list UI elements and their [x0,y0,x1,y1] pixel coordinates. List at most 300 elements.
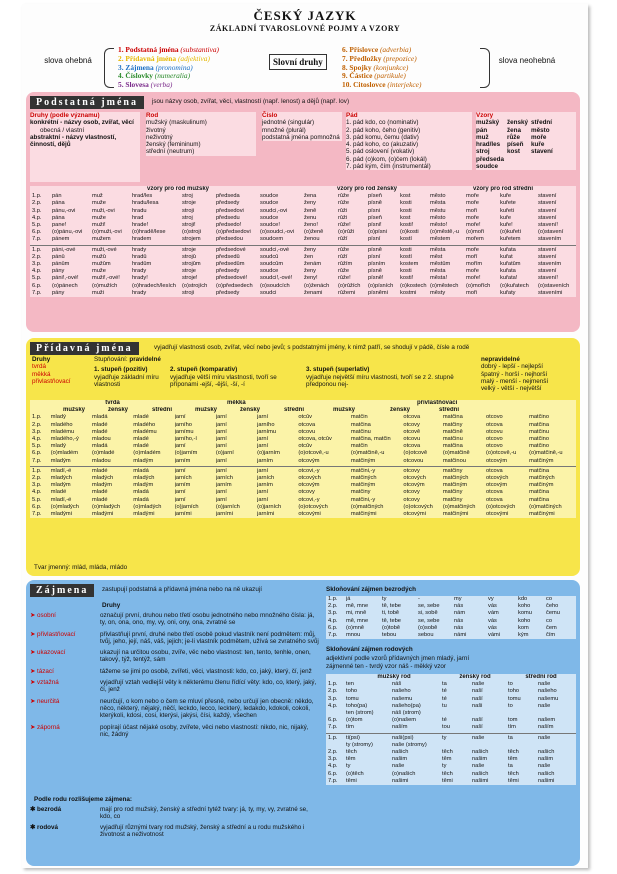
table-cell: soudce! [260,222,280,229]
table-cell: matčino [529,436,550,443]
table-cell: otcově [403,428,421,435]
table-cell: páni,-ové [52,246,76,253]
table-cell: vás [488,617,497,624]
table-cell: mužů [92,253,106,260]
table-cell: soudce [260,214,279,221]
table-cell: ženou [304,236,320,243]
declension-row [30,261,576,268]
table-cell: těch [442,770,453,777]
table-cell: tomu [346,695,359,702]
pattern-masc: muž [476,133,489,141]
table-cell: 1.p. [32,246,42,253]
table-cell: 2.p. [32,475,42,482]
table-cell: mořem [466,236,484,243]
reference-sheet [22,4,588,868]
table-cell: soudců [260,253,279,260]
table-cell: mužem [92,236,111,243]
table-cell: našemu [392,695,413,702]
table-cell: muži!,-ové! [92,275,120,282]
table-cell: otcovo [485,443,503,450]
nouns-patterns [476,112,576,170]
table-cell: my [454,596,462,602]
section-divider [30,466,576,467]
table-cell: našim [392,756,408,763]
genderless-decl-table [326,596,576,639]
table-cell: naši [472,702,483,709]
table-cell [508,742,538,749]
gender-decl-title: Skloňování zájmen rodových [326,646,413,653]
table-cell [472,742,508,749]
regular-label: pravidelné [129,356,161,363]
declension-row [326,703,576,710]
table-cell: ženám [304,261,322,268]
table-cell: stroj [182,193,193,200]
column-header: ženský rod [459,674,491,680]
word-class-name: 4. Číslovky [118,71,153,81]
table-cell: (o)otcově,-u [485,450,517,457]
table-cell: těch [508,770,519,777]
table-cell: hradu [132,207,147,214]
section-divider [326,733,576,734]
table-cell: písni! [368,222,382,229]
table-cell: moři [466,207,478,214]
table-cell: mnou [346,632,361,639]
adj-types-heading: Druhy [32,356,51,363]
table-cell: pánům [52,261,70,268]
table-cell: otcovým [485,457,508,464]
table-cell: mladí,-é [50,496,72,503]
declension-row [326,749,576,756]
table-cell: (o)otcových [403,503,433,510]
table-cell: otcovy [403,489,420,496]
table-cell: písní [368,236,381,243]
declension-row [326,771,576,778]
table-cell: těm [346,756,356,763]
page-subtitle: ZÁKLADNÍ TVAROSLOVNÉ POJMY A VZORY [209,24,401,33]
pattern-masc: hrad/les [476,141,501,149]
declension-row [326,618,576,625]
table-cell: soudce [260,200,279,207]
nouns-gender [146,112,256,156]
table-cell: jarním [215,482,232,489]
table-cell: tím [346,724,354,731]
word-class-latin: (prepozice) [381,53,417,63]
table-cell: (o)matčiných [442,503,476,510]
pronominal-note: zájmenné ten - tvrdý vzor náš - měkký vzor [326,663,447,670]
pronoun-type-name: ➤ ukazovací [30,649,66,657]
table-cell: soudci,-ovi [260,207,288,214]
word-class-latin: (substantiva) [178,45,220,54]
genderless-decl-title: Skloňování zájmen bezrodých [326,586,416,593]
table-cell: ženy [304,200,317,207]
degree-2-desc: vyjadřuje větší míru vlastnosti, tvoří se příponami -ejší, -ější, -ší, -í [170,373,277,388]
table-cell: tě, tebe [382,603,401,610]
table-cell: jarní [174,414,186,421]
table-cell [538,742,574,749]
declension-row [30,443,576,450]
table-cell: otcovo [485,436,503,443]
word-class-latin: (adverbia) [378,45,412,54]
case-item: 7. pád kým, čím (instrumentál) [346,163,431,171]
table-cell: 6.p. [32,450,42,457]
table-cell: matčiny [442,467,463,474]
table-cell: matčiny [442,496,463,503]
table-cell: mladá [133,467,149,474]
table-cell: mladým [92,482,112,489]
table-cell: tu [442,702,447,709]
nouns-types-heading: Druhy (podle významu) [30,112,100,119]
table-cell: město [430,193,446,200]
table-cell: kuře! [500,222,513,229]
case-item: 3. pád komu, čemu (dativ) [346,133,419,141]
table-cell: jarními [215,511,233,518]
table-cell: 4.p. [32,268,42,275]
table-cell: staveními [538,289,563,296]
table-cell: hrad [132,214,144,221]
table-cell [472,710,508,717]
number-item: jednotné (singulár) [262,119,315,127]
table-cell: naším [538,724,554,731]
table-cell: kdo [518,596,528,602]
table-cell: jarních [215,475,233,482]
table-cell: (o)matčiných [529,503,562,510]
declension-row [326,724,576,731]
table-cell: koho [518,617,531,624]
table-cell [326,742,346,749]
table-cell: pánu,-ovi [52,207,76,214]
table-cell: vás [488,624,497,631]
pronoun-type [30,612,320,627]
pronoun-type-desc: přivlastňují první, druhé nebo třetí osobě pokud vlastník není podmětem: můj, tvůj, jeho, její, náš, váš, jejich; je-li vlastník podmětem, užívá se zvratného svůj [100,630,319,645]
column-header: ženský [239,407,260,414]
table-cell: stavením [538,261,562,268]
number-heading: Číslo [262,112,278,119]
table-cell: mladými [133,511,155,518]
table-cell: mladé [92,467,108,474]
pattern-neut: moře [531,133,547,141]
table-cell: moři [466,289,478,296]
table-cell: kuřata! [500,275,518,282]
table-cell: matčiným [350,482,376,489]
abstract-item: abstraktní - názvy vlastností, činností, dějů [30,133,117,149]
table-cell: 5.p. [32,275,42,282]
column-header [30,186,52,193]
table-cell: (o)ženách [304,282,330,289]
table-cell: mladí,-é [50,467,72,474]
column-header: střední rod [525,674,557,680]
table-cell: otcovu [298,428,316,435]
case-item: 2. pád koho, čeho (genitiv) [346,126,421,134]
table-cell: naším [392,724,408,731]
inflected-list [118,46,219,90]
table-cell: 6.p. [328,770,338,777]
table-cell: jarní [257,443,269,450]
table-cell: muži [92,289,105,296]
table-cell: (o)matčiných [350,503,384,510]
table-cell: ženu [304,214,317,221]
table-cell: růže! [338,275,351,282]
declension-row [30,236,576,243]
table-cell: naše [538,763,551,770]
column-header: mužský [194,407,217,414]
table-cell: mužům [92,261,111,268]
table-cell: kostí [400,236,413,243]
table-cell: (o)hradě/lese [132,229,166,236]
table-cell: (o)mladém [50,450,78,457]
section-divider [30,245,576,246]
table-cell: (o)soudcích [260,282,290,289]
table-cell: tou [442,724,450,731]
table-cell: kost [400,214,411,221]
column-header: vzory pro rod mužský [146,186,209,192]
table-cell: 2.p. [32,200,42,207]
table-cell: hrady! [132,275,148,282]
table-cell: ta [442,681,447,688]
table-cell: otcových [403,475,426,482]
table-cell: ta [508,734,513,741]
nouns-desc: jsou názvy osob, zvířat, věcí, vlastností (např. lenost) a dějů (např. lov) [152,98,350,105]
pronoun-type [30,668,320,675]
adj-type-item: přivlastňovací [32,377,71,385]
declension-row [30,247,576,254]
table-cell: muži,-ové [92,246,117,253]
table-cell: otcova [485,467,503,474]
table-cell: 1.p. [32,414,42,421]
table-cell: ženy [304,268,317,275]
table-cell: (o)předsedovi [216,229,251,236]
table-cell: růže [338,193,350,200]
table-cell: kosti [400,268,412,275]
degree-2: 2. stupeň (komparativ) [170,366,238,374]
table-cell: soudcem [260,236,284,243]
column-header: vzory pro rod střední [472,186,533,192]
table-cell: vy [488,596,494,602]
table-cell: naše [472,763,485,770]
table-cell: naší [472,695,483,702]
table-cell: našim [538,756,554,763]
nouns-title: Podstatná jména [30,96,144,109]
table-cell: 3.p. [328,756,338,763]
table-cell: mladému [133,428,157,435]
table-cell: mladé [92,496,108,503]
table-cell [442,710,472,717]
table-cell: strojům [182,261,201,268]
table-cell: ty (stromy) [346,741,373,748]
case-item: 4. pád koho, co (akuzativ) [346,141,419,149]
table-cell: našeho [538,688,557,695]
table-cell: jarní [174,443,186,450]
table-cell: stroji [182,289,195,296]
table-cell: otcovým [403,482,425,489]
declension-row [30,450,576,457]
table-cell: naše [472,681,485,688]
table-cell: (o)těch [346,770,364,777]
table-cell: (o)jarních [215,503,240,510]
table-cell: otcovými [485,511,509,518]
word-class-name: 7. Předložky [342,53,382,63]
table-cell: (o)mladých [133,503,162,510]
table-cell: (o)moři [466,229,485,236]
declension-row [326,603,576,610]
table-cell: co [546,617,553,624]
table-cell: mladým [133,482,154,489]
table-cell: otcovými [403,511,426,518]
table-cell: jarního,-í [174,436,198,443]
table-cell: to [508,681,513,688]
column-header: střední [151,407,172,414]
declension-row [30,504,576,511]
column-header: mužský [62,407,85,414]
table-cell: našimi [472,777,489,784]
word-class-item [118,81,219,90]
pronoun-gender-name: ✱ bezrodá [30,806,62,813]
table-cell: žena [304,193,317,200]
table-cell: ty [346,763,351,770]
pronoun-type-name: ➤ osobní [30,612,56,619]
table-cell: kuřeti [500,207,514,214]
table-cell: soudcům [260,261,284,268]
nouns-number [262,112,342,141]
pattern-neut: stavení [531,148,553,156]
table-cell: mladé [92,428,108,435]
table-cell: tím [508,724,516,731]
word-class-name: 10. Citoslovce [342,80,386,90]
table-cell: těm [442,756,452,763]
declension-row [326,742,576,749]
column-header: ženský [389,407,410,414]
table-cell: mladá [92,414,108,421]
table-cell: růžemi [338,289,356,296]
table-cell: námi [454,632,467,639]
table-cell: kuřaty [500,289,516,296]
table-cell: našich [472,770,489,777]
header-row [30,186,576,193]
table-cell: vám [488,610,499,617]
adjectival-note: adjektivní podle vzorů přídavných jmen mladý, jarní [326,655,470,662]
table-cell: pánů [52,253,65,260]
table-cell: matčiny [350,489,371,496]
pronoun-type [30,724,320,739]
table-cell: města [430,200,446,207]
pronoun-type-name: ➤ neurčitá [30,697,60,705]
pattern-masc: pán [476,126,488,134]
table-cell: jarní [257,496,269,503]
table-cell: 4.p. [328,617,338,624]
table-cell: růží [338,236,348,243]
table-cell: toho [346,688,358,695]
table-cell: otcovo [485,414,503,421]
pattern-fem: žena [507,126,521,134]
table-cell: (o)růži [338,229,355,236]
table-cell: té [442,717,447,724]
table-cell: jarní [257,414,269,421]
table-cell: muže [92,268,106,275]
table-cell: jarní [257,467,269,474]
table-cell: otcova, otcův [298,436,332,443]
table-cell: páni!,-ové! [52,275,79,282]
adj-comparison [94,356,474,388]
table-cell: kostem [400,261,419,268]
pronoun-type-name: ➤ přivlastňovací [30,630,76,638]
concrete-item: konkrétní - názvy osob, zvířat, věcí [30,119,134,127]
declension-row [30,468,576,475]
table-cell: růže [338,200,350,207]
table-cell: naše [538,734,551,741]
pronoun-type-desc: popírají účast nějaké osoby, zvířete, věci nebo vlastnosti: nikdo, nic, nijaký, nic, žádný [100,723,309,738]
table-cell: růží [338,253,348,260]
gender-split-label: Podle rodu rozlišujeme zájmena: [34,796,132,803]
table-cell: jarní [215,489,227,496]
declension-row [30,208,576,215]
table-cell: stavení [538,207,557,214]
table-cell: otcova [403,414,421,421]
inflected-label: slova ohebná [44,56,92,65]
table-cell: strojů [182,253,196,260]
table-cell: matčina [529,496,550,503]
declension-row [30,482,576,489]
table-cell: 2.p. [32,421,42,428]
table-cell: našemu [538,695,559,702]
table-cell: 4.p. [32,214,42,221]
table-cell: mě, mne [346,617,369,624]
table-cell: našem [538,717,556,724]
table-cell: moře [466,268,479,275]
table-cell: otcovi,-y [298,496,320,503]
column-header: mužský [332,407,355,414]
table-cell: matčinu [442,436,463,443]
table-cell: 6.p. [32,503,42,510]
declension-row [30,414,576,421]
table-cell: mladé [92,489,108,496]
table-cell: ty [382,596,387,602]
table-cell: 2.p. [328,603,338,610]
table-cell: (o)městech [430,282,459,289]
pronouns-title: Zájmena [30,584,94,597]
table-cell: růže [338,268,350,275]
table-cell: pány [52,289,65,296]
table-cell: mladými [50,511,72,518]
table-cell: předsedu [216,214,240,221]
right-brace [480,48,490,88]
pattern-masc: mužský [476,119,500,127]
table-cell: jarní [215,467,227,474]
column-header: střední [438,407,459,414]
table-cell: 3.p. [32,207,42,214]
table-cell: mladou [92,436,111,443]
table-cell: růži [338,214,348,221]
table-cell: jarními [257,511,275,518]
table-cell: jarním [174,482,191,489]
table-cell: moře! [466,222,481,229]
table-cell: (o)otcových [485,503,516,510]
table-cell: předsedou [216,236,243,243]
table-cell: pána [52,214,65,221]
table-cell: jarní [174,489,186,496]
table-cell: toho(pa) [346,702,368,709]
table-cell: městem [430,236,451,243]
table-cell: hrady [132,246,147,253]
table-cell: růžím [338,261,353,268]
table-cell: stroj [182,214,193,221]
table-cell: muže [92,214,106,221]
table-cell: kom [518,624,529,631]
declension-row [30,222,576,229]
table-cell: těch [346,749,357,756]
table-cell: jarním [257,457,273,464]
declension-row [30,268,576,275]
table-cell: píseň [368,193,382,200]
table-cell: písně [368,200,382,207]
